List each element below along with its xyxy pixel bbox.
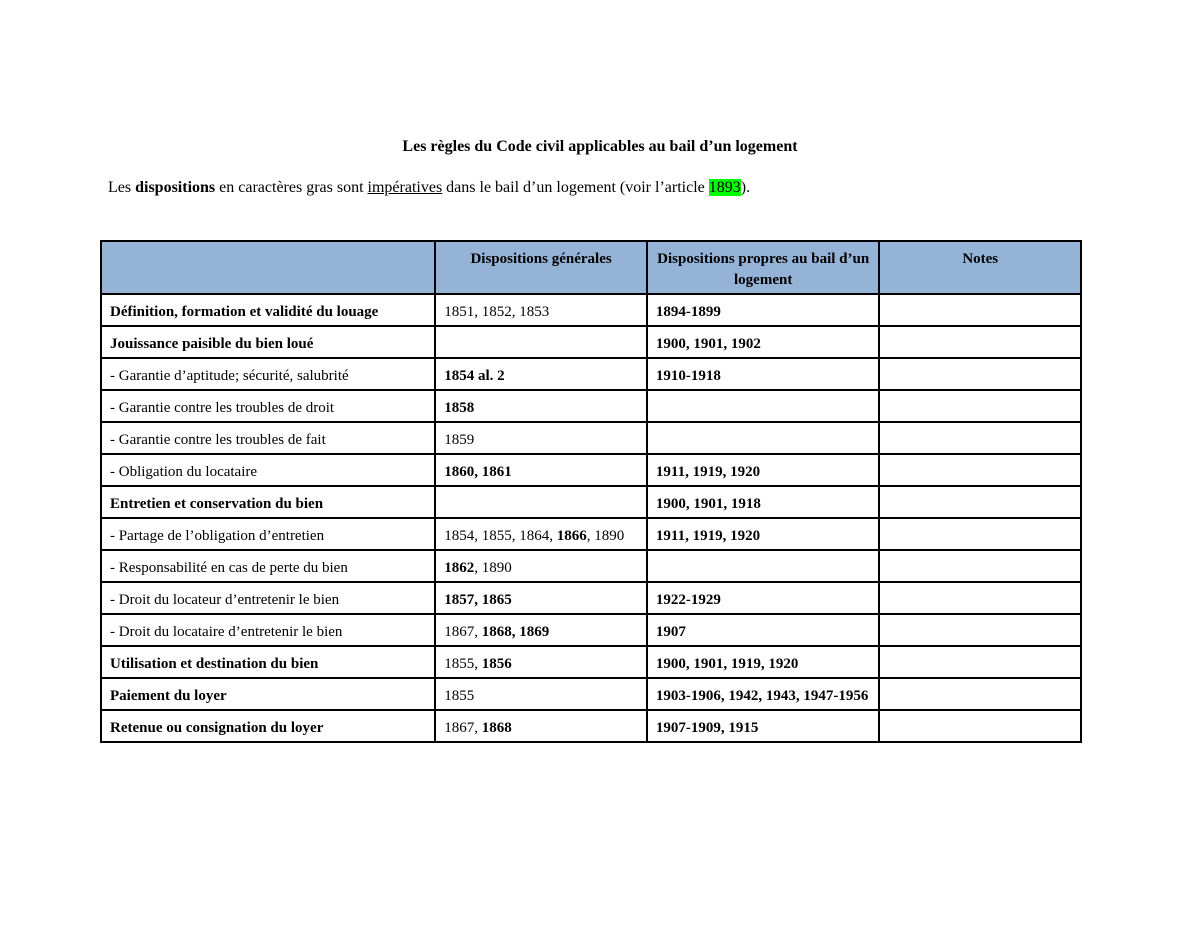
row-notes-cell	[879, 294, 1081, 326]
article-number-text: 1894-1899	[655, 304, 721, 320]
row-specific-cell	[647, 294, 880, 326]
article-number-text: 1922-1929	[655, 592, 721, 608]
row-specific-cell	[647, 646, 880, 678]
article-number-text: 1858	[444, 400, 475, 416]
row-subject-cell: - Droit du locataire d’entretenir le bien	[101, 614, 435, 646]
article-number-text: 1854 al. 2	[444, 368, 505, 384]
row-specific-cell	[647, 326, 880, 358]
row-notes-cell	[879, 582, 1081, 614]
row-subject-cell: Retenue ou consignation du loyer	[101, 710, 435, 742]
row-subject-cell: Entretien et conservation du bien	[101, 486, 435, 518]
row-general-cell	[435, 582, 647, 614]
row-notes-cell	[879, 518, 1081, 550]
row-subject-cell: Jouissance paisible du bien loué	[101, 326, 435, 358]
intro-text-1: Les	[108, 179, 136, 196]
article-number-text: 1911, 1919, 1920	[655, 464, 761, 480]
article-reference-highlight: 1893	[708, 179, 741, 196]
table-row	[101, 550, 1081, 582]
article-number-text: 1862	[444, 560, 475, 576]
article-number-text: 1866	[556, 528, 587, 544]
row-general-cell	[435, 678, 647, 710]
page-title: Les règles du Code civil applicables au bail d’un logement	[402, 138, 798, 155]
row-specific-cell	[647, 422, 880, 454]
row-specific-cell	[647, 486, 880, 518]
intro-paragraph	[108, 179, 750, 197]
rules-table	[100, 240, 1082, 743]
article-number-text: 1854, 1855, 1864,	[444, 528, 557, 544]
intro-text-2: en caractères gras sont	[215, 179, 368, 196]
article-number-text: 1907-1909, 1915	[655, 720, 759, 736]
row-general-cell	[435, 422, 647, 454]
row-notes-cell	[879, 486, 1081, 518]
article-number-text: 1855	[444, 688, 475, 704]
table-row	[101, 678, 1081, 710]
table-row	[101, 646, 1081, 678]
row-general-cell	[435, 614, 647, 646]
row-general-cell	[435, 294, 647, 326]
row-general-cell	[435, 326, 647, 358]
intro-text-3: dans le bail d’un logement (voir l’article	[442, 179, 709, 196]
intro-text-4: ).	[740, 179, 751, 196]
table-row	[101, 486, 1081, 518]
table-row	[101, 454, 1081, 486]
row-specific-cell	[647, 678, 880, 710]
article-number-text: 1900, 1901, 1902	[655, 336, 761, 352]
article-number-text: 1868	[481, 720, 512, 736]
intro-underlined-word: impératives	[367, 179, 443, 196]
article-number-text: 1910-1918	[655, 368, 721, 384]
article-number-text: 1856	[481, 656, 512, 672]
row-notes-cell	[879, 678, 1081, 710]
article-number-text: 1860, 1861	[444, 464, 512, 480]
row-general-cell	[435, 646, 647, 678]
article-number-text: 1857, 1865	[444, 592, 512, 608]
row-subject-cell: - Garantie contre les troubles de fait	[101, 422, 435, 454]
row-general-cell	[435, 390, 647, 422]
rules-table-body	[101, 294, 1081, 742]
row-subject-cell: Paiement du loyer	[101, 678, 435, 710]
row-notes-cell	[879, 646, 1081, 678]
table-row	[101, 614, 1081, 646]
table-row	[101, 422, 1081, 454]
table-row	[101, 390, 1081, 422]
row-specific-cell	[647, 358, 880, 390]
table-row	[101, 358, 1081, 390]
row-notes-cell	[879, 710, 1081, 742]
row-general-cell	[435, 518, 647, 550]
row-notes-cell	[879, 454, 1081, 486]
row-specific-cell	[647, 582, 880, 614]
table-header-row	[101, 241, 1081, 294]
article-number-text: 1855,	[444, 656, 482, 672]
intro-bold-word: dispositions	[135, 179, 216, 196]
article-number-text: 1868, 1869	[481, 624, 550, 640]
row-specific-cell	[647, 518, 880, 550]
row-notes-cell	[879, 326, 1081, 358]
row-specific-cell	[647, 390, 880, 422]
row-general-cell	[435, 550, 647, 582]
header-cell-notes: Notes	[879, 241, 1081, 294]
article-number-text: 1907	[655, 624, 686, 640]
table-row	[101, 518, 1081, 550]
row-specific-cell	[647, 614, 880, 646]
row-subject-cell: - Garantie contre les troubles de droit	[101, 390, 435, 422]
row-notes-cell	[879, 358, 1081, 390]
header-cell-subject	[101, 241, 435, 294]
article-number-text: 1867,	[444, 720, 482, 736]
row-subject-cell: - Droit du locateur d’entretenir le bien	[101, 582, 435, 614]
row-specific-cell	[647, 550, 880, 582]
header-cell-general: Dispositions générales	[435, 241, 647, 294]
row-general-cell	[435, 454, 647, 486]
row-notes-cell	[879, 550, 1081, 582]
row-specific-cell	[647, 710, 880, 742]
row-subject-cell: Utilisation et destination du bien	[101, 646, 435, 678]
article-number-text: 1911, 1919, 1920	[655, 528, 761, 544]
article-number-text: 1851, 1852, 1853	[444, 304, 550, 320]
row-specific-cell	[647, 454, 880, 486]
row-subject-cell: - Responsabilité en cas de perte du bien	[101, 550, 435, 582]
table-row	[101, 582, 1081, 614]
row-notes-cell	[879, 390, 1081, 422]
row-notes-cell	[879, 422, 1081, 454]
article-number-text: 1903-1906, 1942, 1943, 1947-1956	[655, 688, 869, 704]
article-number-text: , 1890	[586, 528, 625, 544]
article-number-text: , 1890	[474, 560, 512, 576]
row-subject-cell: Définition, formation et validité du louage	[101, 294, 435, 326]
header-cell-specific: Dispositions propres au bail d’un logement	[647, 241, 880, 294]
row-general-cell	[435, 710, 647, 742]
table-row	[101, 710, 1081, 742]
row-notes-cell	[879, 614, 1081, 646]
table-row	[101, 294, 1081, 326]
article-number-text: 1859	[444, 432, 475, 448]
table-row	[101, 326, 1081, 358]
row-subject-cell: - Obligation du locataire	[101, 454, 435, 486]
row-general-cell	[435, 358, 647, 390]
article-number-text: 1900, 1901, 1918	[655, 496, 761, 512]
article-number-text: 1900, 1901, 1919, 1920	[655, 656, 799, 672]
article-number-text: 1867,	[444, 624, 482, 640]
row-subject-cell: - Partage de l’obligation d’entretien	[101, 518, 435, 550]
row-general-cell	[435, 486, 647, 518]
row-subject-cell: - Garantie d’aptitude; sécurité, salubrité	[101, 358, 435, 390]
